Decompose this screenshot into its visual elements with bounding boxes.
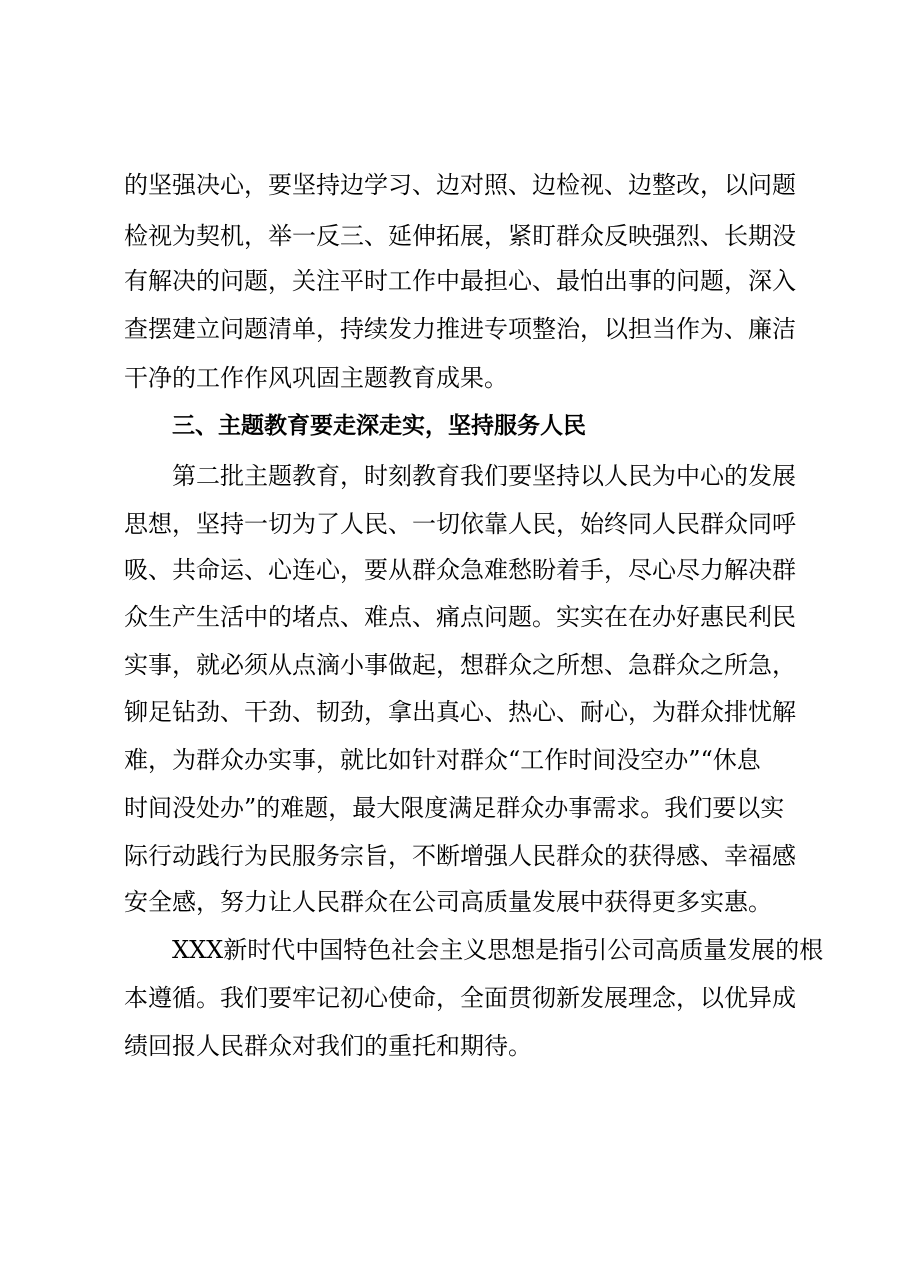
paragraph-line: 查摆建立问题清单，持续发力推进专项整治，以担当作为、廉洁 xyxy=(124,315,796,343)
paragraph-line: 检视为契机，举一反三、延伸拓展，紧盯群众反映强烈、长期没 xyxy=(124,222,796,250)
paragraph-line: 吸、共命运、心连心，要从群众急难愁盼着手，尽心尽力解决群 xyxy=(124,556,796,584)
paragraph-line: 第二批主题教育，时刻教育我们要坚持以人民为中心的发展 xyxy=(172,462,796,490)
paragraph-line: XXX新时代中国特色社会主义思想是指引公司高质量发展的根 xyxy=(172,936,824,964)
paragraph-line: 本遵循。我们要牢记初心使命，全面贯彻新发展理念，以优异成 xyxy=(124,984,796,1012)
paragraph-line: 有解决的问题，关注平时工作中最担心、最怕出事的问题，深入 xyxy=(124,267,796,295)
paragraph-line: 干净的工作作风巩固主题教育成果。 xyxy=(124,364,508,392)
paragraph-line: 际行动践行为民服务宗旨，不断增强人民群众的获得感、幸福感 xyxy=(124,842,796,870)
paragraph-line: 思想，坚持一切为了人民、一切依靠人民，始终同人民群众同呼 xyxy=(124,510,796,538)
paragraph-line: 众生产生活中的堵点、难点、痛点问题。实实在在办好惠民利民 xyxy=(124,603,796,631)
paragraph-line: 绩回报人民群众对我们的重托和期待。 xyxy=(124,1032,532,1060)
paragraph-line: 安全感，努力让人民群众在公司高质量发展中获得更多实惠。 xyxy=(124,888,772,916)
paragraph-line: 难，为群众办实事，就比如针对群众“工作时间没空办”“休息 xyxy=(124,746,761,774)
paragraph-line: 时间没处办”的难题，最大限度满足群众办事需求。我们要以实 xyxy=(124,794,785,822)
paragraph-line: 的坚强决心，要坚持边学习、边对照、边检视、边整改，以问题 xyxy=(124,171,796,199)
paragraph-line: 实事，就必须从点滴小事做起，想群众之所想、急群众之所急， xyxy=(124,651,796,679)
section-heading: 三、主题教育要走深走实，坚持服务人民 xyxy=(172,413,586,439)
paragraph-line: 铆足钻劲、干劲、韧劲，拿出真心、热心、耐心，为群众排忧解 xyxy=(124,698,796,726)
